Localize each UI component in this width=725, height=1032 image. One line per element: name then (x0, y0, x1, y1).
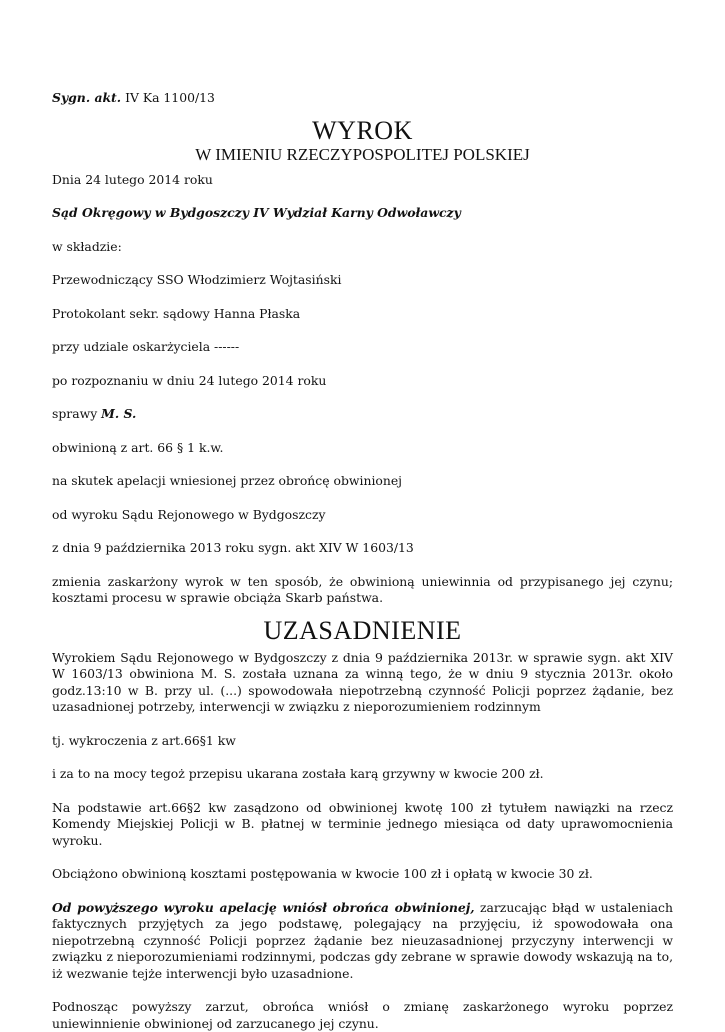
justification-paragraph-1: Wyrokiem Sądu Rejonowego w Bydgoszczy z dnia 9 października 2013r. w sprawie sygn. akt XIV W 1603/13 obwiniona M. S. została uznana za winną tego, że w dniu 9 stycznia 2013r. około godz.13:10 w B. przy ul. (...) spowodowała niepotrzebną czynność Policji poprzez żądanie, bez uzasadnionej potrzeby, interwencji w związku z nieporozumieniem rodzinnym (52, 649, 673, 714)
justification-paragraph-7: Podnosząc powyższy zarzut, obrońca wniósł o zmianę zaskarżonego wyroku poprzez uniewinnienie obwinionej od zarzucanego jej czynu. (52, 999, 673, 1031)
date-line: Dnia 24 lutego 2014 roku (52, 171, 213, 187)
case-prefix: sprawy (52, 406, 98, 421)
justification-paragraph-5: Obciążono obwinioną kosztami postępowania w kwocie 100 zł i opłatą w kwocie 30 zł. (52, 866, 593, 881)
case-signature (52, 90, 673, 107)
case-party: M. S. (101, 406, 137, 421)
signature-label: Sygn. akt. (52, 90, 122, 105)
appeal-line: na skutek apelacji wniesionej przez obrońcę obwinionej (52, 473, 403, 488)
case-line (52, 406, 673, 423)
prosecutor-line: przy udziale oskarżyciela ------ (52, 339, 240, 354)
composition-label: w składzie: (52, 238, 122, 254)
from-judgment-line: od wyroku Sądu Rejonowego w Bydgoszczy (52, 506, 326, 522)
document-subtitle: W IMIENIU RZECZYPOSPOLITEJ POLSKIEJ (195, 144, 530, 164)
justification-paragraph-2: tj. wykroczenia z art.66§1 kw (52, 732, 236, 748)
signature-value: IV Ka 1100/13 (125, 90, 215, 105)
ruling-paragraph: zmienia zaskarżony wyrok w ten sposób, że obwinioną uniewinnia od przypisanego jej czynu; kosztami procesu w sprawie obciąża Skarb państwa. (52, 573, 673, 605)
hearing-line: po rozpoznaniu w dniu 24 lutego 2014 roku (52, 372, 327, 388)
document-title: WYROK (312, 115, 413, 145)
judgment-date-line: z dnia 9 października 2013 roku sygn. akt XIV W 1603/13 (52, 540, 414, 555)
justification-paragraph-6 (52, 900, 673, 983)
appeal-emphasis: Od powyższego wyroku apelację wniósł obrońca obwinionej, (52, 899, 475, 915)
justification-title: UZASADNIENIE (263, 615, 462, 645)
clerk-line: Protokolant sekr. sądowy Hanna Płaska (52, 305, 301, 321)
court-name: Sąd Okręgowy w Bydgoszczy IV Wydział Karny Odwoławczy (52, 205, 461, 220)
justification-paragraph-3: i za to na mocy tegoż przepisu ukarana została karą grzywny w kwocie 200 zł. (52, 766, 544, 781)
appeal-rest: zarzucając błąd w ustaleniach faktycznych przyjętych za jego podstawę, polegający na przyjęciu, iż spowodowała ona niepotrzebną czynność Policji poprzez żądanie bez nieuzasadnionej przyczyny interwencji w związku z nieporozumieniami rodzinnymi, podczas gdy zebrane w sprawie dowody wskazują na to, iż wezwanie tejże interwencji było uzasadnione. (52, 899, 674, 981)
chairman-line: Przewodniczący SSO Włodzimierz Wojtasiński (52, 272, 342, 287)
justification-paragraph-4: Na podstawie art.66§2 kw zasądzono od obwinionej kwotę 100 zł tytułem nawiązki na rzecz Komendy Miejskiej Policji w B. płatnej w terminie jednego miesiąca od daty uprawomocnienia wyroku. (52, 799, 673, 848)
charge-line: obwinioną z art. 66 § 1 k.w. (52, 439, 224, 455)
